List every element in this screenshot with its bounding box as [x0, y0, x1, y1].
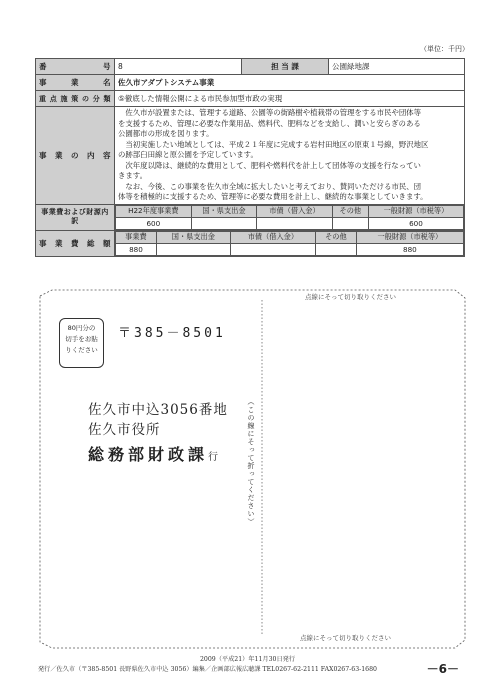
- content-line: 体等を積極的に支援するため、管理等に必要な費用を計上し、継続的な事業としていきます。: [118, 192, 428, 201]
- policy-label: 重点施策の分類: [36, 91, 115, 107]
- cut-line-top-text: 点線にそって切り取りください: [305, 293, 396, 301]
- address-line-1: 佐久市中込3056番地: [88, 402, 228, 418]
- total-value: 880: [116, 243, 157, 255]
- project-name-label: 事 業 名: [36, 75, 115, 91]
- address-line-2: 佐久市役所: [88, 422, 161, 438]
- stamp-line: 80円分の: [67, 324, 96, 332]
- total-header: 市債（借入金）: [230, 231, 315, 243]
- content-label: 事業の内容: [36, 107, 115, 205]
- content-line: なお、今後、この事業を佐久市全域に拡大したいと考えており、賛同いただける市民、団: [125, 181, 422, 191]
- finance-value: 600: [368, 217, 463, 229]
- stamp-line: りください: [65, 346, 98, 354]
- page-number: －6－: [426, 662, 459, 676]
- recipient: [88, 442, 218, 465]
- content-line: 当初実施したい地域としては、平成２１年度に完成する岩村田地区の原東１号線，野沢地区: [125, 139, 429, 149]
- content-line: 次年度以降は、継続的な費用として、肥料や燃料代を計上して団体等の支援を行なってい: [125, 160, 421, 170]
- issue-date: 2009（平成21）年11月30日発行: [200, 656, 296, 663]
- project-name-value: 佐久市アダプトシステム事業: [115, 75, 465, 91]
- finance-value: 600: [116, 217, 192, 229]
- content-line: 公園都市の形成を図ります。: [118, 129, 214, 138]
- recipient-suffix: 行: [208, 452, 219, 463]
- total-header: その他: [315, 231, 356, 243]
- dept-label: 担 当 課: [242, 59, 329, 75]
- cut-line-bottom-text: 点線にそって切り取りください: [300, 634, 391, 642]
- number-label: 番 号: [36, 59, 115, 75]
- fold-instruction: （この線にそって折ってください）: [247, 398, 255, 526]
- total-value: 880: [356, 243, 463, 255]
- postal-code: 〒385－8501: [118, 326, 226, 341]
- content-line: きます。: [118, 171, 147, 180]
- content-line: を支援するため、管理に必要な作業用品、燃料代、肥料などを支給し、潤いと安らぎのある: [118, 118, 421, 128]
- finance-header: 国・県支出金: [191, 205, 257, 217]
- total-header: 国・県支出金: [156, 231, 230, 243]
- finance-header: 市債（借入金）: [257, 205, 332, 217]
- recipient-dept: 総務部財政課: [88, 445, 209, 464]
- stamp-box: [59, 318, 104, 368]
- total-label: 事業費総額: [36, 230, 115, 256]
- finance-label: 事業費および財源内訳: [36, 204, 115, 230]
- number-value: 8: [115, 59, 242, 75]
- finance-header: その他: [332, 205, 368, 217]
- finance-header: 一般財源（市税等）: [368, 205, 463, 217]
- content-line: の跡部臼田線と原公園を予定しています。: [118, 150, 258, 159]
- stamp-line: 切手をお貼: [65, 335, 98, 343]
- finance-header: H22年度事業費: [116, 205, 192, 217]
- content-line: 佐久市が設置または、管理する道路、公園等の街路樹や植栽帯の管理をする市民や団体等: [125, 108, 422, 117]
- policy-value: ⑤徹底した情報公開による市民参加型市政の実現: [115, 91, 465, 107]
- unit-label: （単位：千円）: [420, 45, 469, 53]
- total-header: 事業費: [116, 231, 157, 243]
- total-header: 一般財源（市税等）: [356, 231, 463, 243]
- publisher-info: 発行／佐久市（〒385-8501 長野県佐久市中込 3056）編集／企画部広報広聴課 TEL0267-62-2111 FAX0267-63-1680: [38, 666, 377, 673]
- dept-value: 公園緑地課: [329, 59, 465, 75]
